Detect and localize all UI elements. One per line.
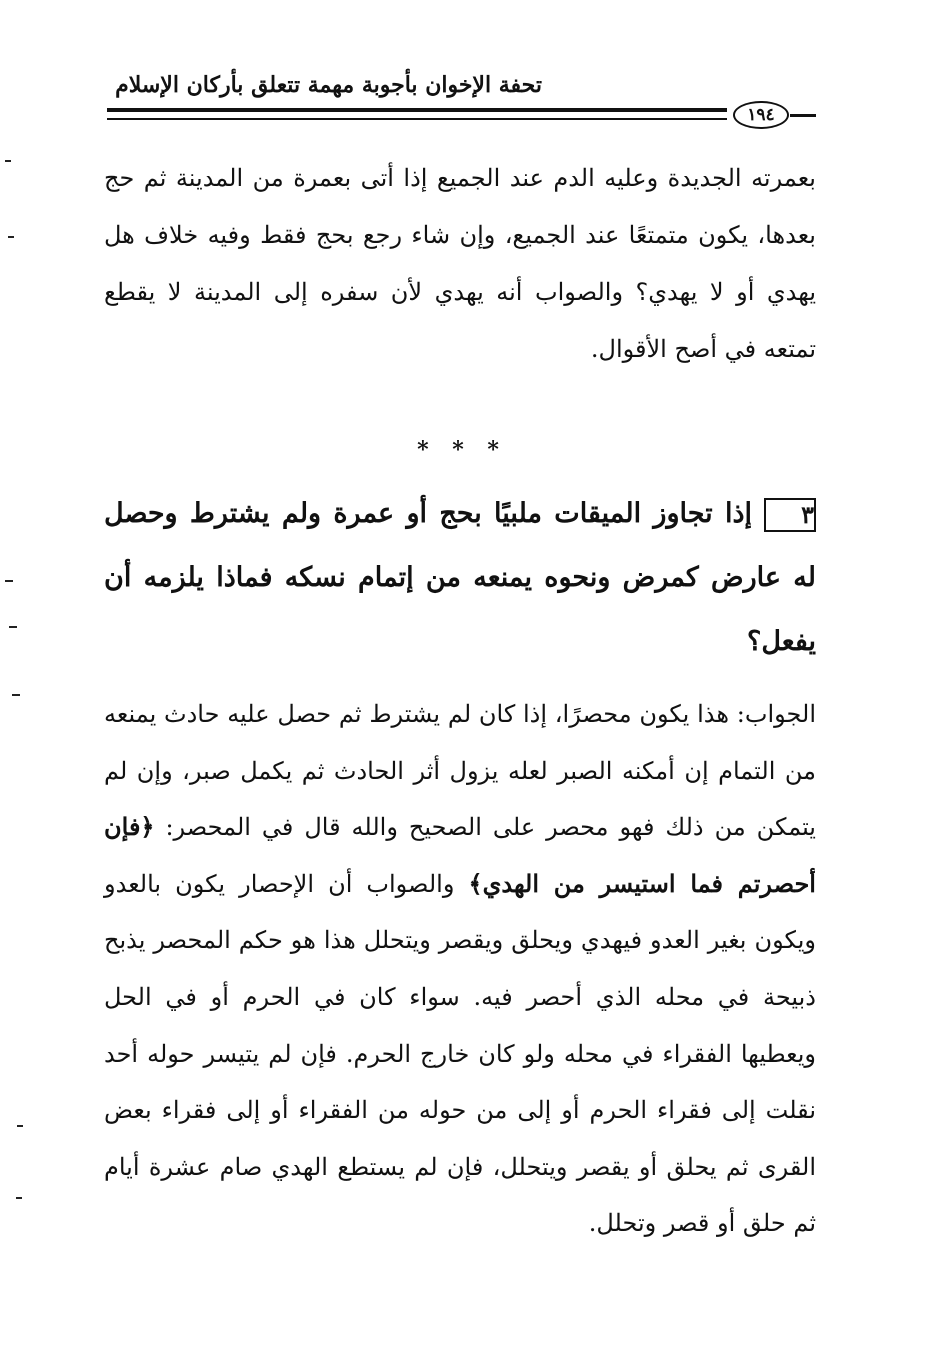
quran-quote: ﴿فإن أحصرتم فما استيسر من الهدي﴾	[104, 812, 816, 898]
section-separator: * * *	[417, 437, 507, 463]
scan-margin-mark	[5, 160, 11, 162]
scan-margin-mark	[9, 626, 17, 628]
question-text: إذا تجاوز الميقات ملبيًا بحج أو عمرة ولم يشترط وحصل له عارض كمرض ونحوه يمنعه من إتمام نسكه فماذا يلزمه أن يفعل؟	[104, 498, 816, 657]
question-heading	[104, 482, 816, 674]
scan-margin-mark	[8, 236, 14, 238]
page-number: ١٩٤	[733, 101, 789, 129]
scan-margin-mark	[5, 580, 13, 582]
scan-margin-mark	[17, 1125, 23, 1127]
header-rule-thick	[107, 108, 727, 112]
scan-margin-mark	[12, 694, 20, 696]
running-title: تحفة الإخوان بأجوبة مهمة تتعلق بأركان الإسلام	[115, 72, 542, 98]
question-number-box: ٣	[764, 498, 816, 532]
answer-text-part-2: والصواب أن الإحصار يكون بالعدو ويكون بغير العدو فيهدي ويحلق ويقصر ويتحلل هذا هو حكم المحصر يذبح ذبيحة في محله الذي أحصر فيه. سواء كان في الحرم أو في الحل ويعطيها الفقراء في محله ولو كان خارج الحرم. فإن لم يتيسر حوله أحد نقلت إلى فقراء الحرم أو إلى من حوله من الفقراء أو إلى فقراء بعض القرى ثم يحلق أو يقصر ويتحلل، فإن لم يستطع الهدي صام عشرة أيام ثم حلق أو قصر وتحلل.	[104, 869, 816, 1238]
answer-text-part-1: الجواب: هذا يكون محصرًا، إذا كان لم يشترط ثم حصل عليه حادث يمنعه من التمام إن أمكنه الصبر لعله يزول أثر الحادث ثم يكمل صبر، وإن لم يتمكن من ذلك فهو محصر على الصحيح والله قال في المحصر:	[104, 700, 816, 842]
answer-paragraph	[104, 686, 816, 1252]
scan-margin-mark	[16, 1197, 22, 1199]
header-rule-thin	[107, 118, 727, 120]
paragraph-continuation: بعمرته الجديدة وعليه الدم عند الجميع إذا أتى بعمرة من المدينة ثم حج بعدها، يكون متمتعًا عند الجميع، وإن شاء رجع بحج فقط وفيه خلاف هل يهدي أو لا يهدي؟ والصواب أنه يهدي لأن سفره إلى المدينة لا يقطع تمتعه في أصح الأقوال.	[104, 164, 816, 363]
header-rule-tick	[790, 114, 816, 117]
